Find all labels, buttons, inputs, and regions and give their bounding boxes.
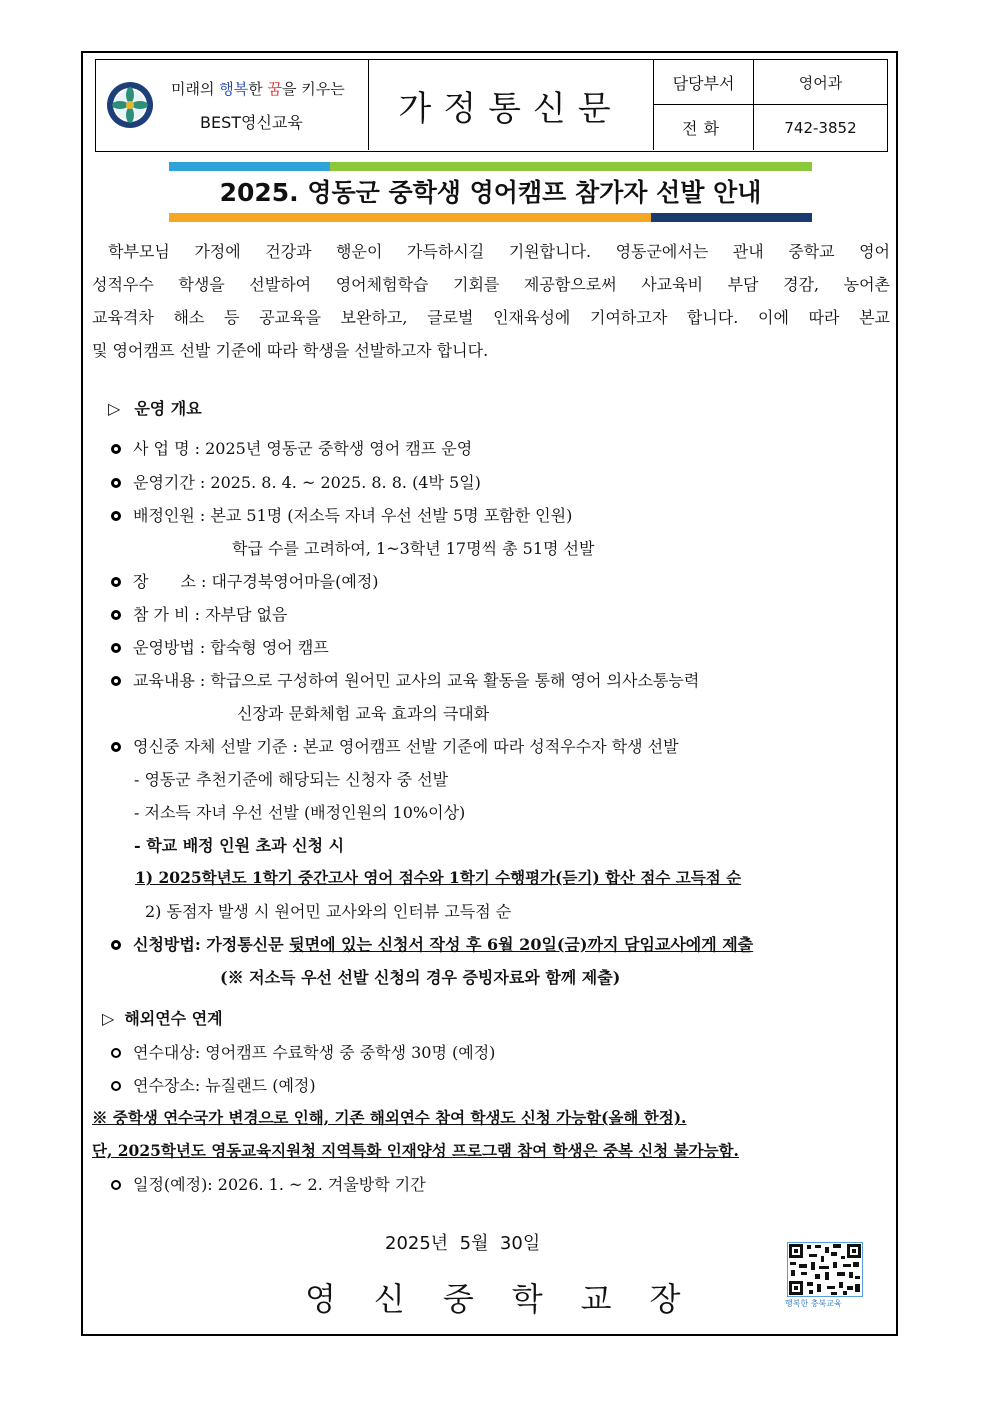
- principal-signature: 영신중학교장: [305, 1280, 719, 1318]
- title-bar-top-blue: [169, 162, 330, 171]
- overview-item-continued: 학급 수를 고려하여, 1~3학년 17명씩 총 51명 선발: [232, 539, 595, 558]
- overseas-item: 연수장소: 뉴질랜드 (예정): [111, 1073, 316, 1096]
- overseas-item: 연수대상: 영어캠프 수료학생 중 중학생 30명 (예정): [111, 1040, 495, 1063]
- overseas-heading: ▷ 해외연수 연계: [102, 1009, 223, 1028]
- contact-table: [654, 60, 887, 150]
- slogan-line-2: BEST영신교육: [200, 113, 303, 132]
- dept-value: 영어과: [754, 60, 887, 105]
- title-bar-bottom-orange: [169, 213, 651, 222]
- newsletter-title-box: [368, 60, 654, 150]
- overview-heading: ▷ 운영 개요: [108, 399, 202, 418]
- issue-date: 2025년 5월 30일: [385, 1233, 541, 1254]
- phone-label: 전화: [654, 105, 754, 150]
- school-slogan-box: [96, 60, 369, 150]
- newsletter-title: 가정통신문: [398, 88, 623, 129]
- selection-heading: 영신중 자체 선발 기준 : 본교 영어캠프 선발 기준에 따라 성적우수자 학생 선발: [111, 734, 679, 757]
- selection-sub-item: - 저소득 자녀 우선 선발 (배정인원의 10%이상): [134, 803, 466, 822]
- slogan-line-1: 미래의 행복한 꿈을 키우는: [171, 80, 345, 98]
- document-title: 2025. 영동군 중학생 영어캠프 참가자 선발 안내: [219, 178, 762, 207]
- intro-line-3: 교육격차 해소 등 공교육을 보완하고, 글로벌 인재육성에 기여하고자 합니다. 이에 따라 본교: [92, 308, 890, 327]
- phone-value: 742-3852: [784, 118, 857, 137]
- overseas-notice-1: ※ 중학생 연수국가 변경으로 인해, 기존 해외연수 참여 학생도 신청 가능함(올해 한정).: [92, 1108, 687, 1127]
- intro-line-2: 성적우수 학생을 선발하여 영어체험학습 기회를 제공함으로써 사교육비 부담 경감, 농어촌: [92, 275, 890, 294]
- overview-item: 교육내용 : 학급으로 구성하여 원어민 교사의 교육 활동을 통해 영어 의사소통능력: [111, 668, 699, 691]
- overview-item: 운영방법 : 합숙형 영어 캠프: [111, 635, 329, 658]
- overview-item: 운영기간 : 2025. 8. 4. ~ 2025. 8. 8. (4박 5일): [111, 470, 481, 493]
- selection-rule-1: 1) 2025학년도 1학기 중간고사 영어 점수와 1학기 수행평가(듣기) 합산 점수 고득점 순: [135, 868, 742, 887]
- overseas-notice-2: 단, 2025학년도 영동교육지원청 지역특화 인재양성 프로그램 참여 학생은 중복 신청 불가능함.: [92, 1141, 739, 1160]
- selection-rule-2: 2) 동점자 발생 시 원어민 교사와의 인터뷰 고득점 순: [145, 902, 512, 921]
- selection-sub-item: - 학교 배정 인원 초과 신청 시: [134, 836, 345, 855]
- qr-code-icon: [787, 1242, 863, 1297]
- overview-item: 장 소 : 대구경북영어마을(예정): [111, 569, 379, 592]
- apply-note: (※ 저소득 우선 선발 신청의 경우 증빙자료와 함께 제출): [220, 968, 621, 987]
- overview-item-continued: 신장과 문화체험 교육 효과의 극대화: [237, 704, 490, 723]
- title-bar-top-green: [330, 162, 812, 171]
- qr-caption: 행복한 충북교육: [785, 1299, 842, 1308]
- overseas-item: 일정(예정): 2026. 1. ~ 2. 겨울방학 기간: [111, 1172, 426, 1195]
- overview-item: 참 가 비 : 자부담 없음: [111, 602, 287, 625]
- selection-sub-item: - 영동군 추천기준에 해당되는 신청자 중 선발: [134, 770, 449, 789]
- intro-line-1: 학부모님 가정에 건강과 행운이 가득하시길 기원합니다. 영동군에서는 관내 중학교 영어: [108, 242, 890, 261]
- title-bar-bottom-navy: [651, 213, 812, 222]
- dept-label: 담당부서: [654, 60, 754, 105]
- apply-method: 신청방법: 가정통신문 뒷면에 있는 신청서 작성 후 6월 20일(금)까지 담임교사에게 제출: [111, 932, 753, 955]
- school-emblem-icon: [106, 81, 154, 129]
- overview-item: 사 업 명 : 2025년 영동군 중학생 영어 캠프 운영: [111, 436, 472, 459]
- overview-item: 배정인원 : 본교 51명 (저소득 자녀 우선 선발 5명 포함한 인원): [111, 503, 572, 526]
- intro-line-4: 및 영어캠프 선발 기준에 따라 학생을 선발하고자 합니다.: [92, 341, 489, 360]
- letter-header: [95, 59, 888, 152]
